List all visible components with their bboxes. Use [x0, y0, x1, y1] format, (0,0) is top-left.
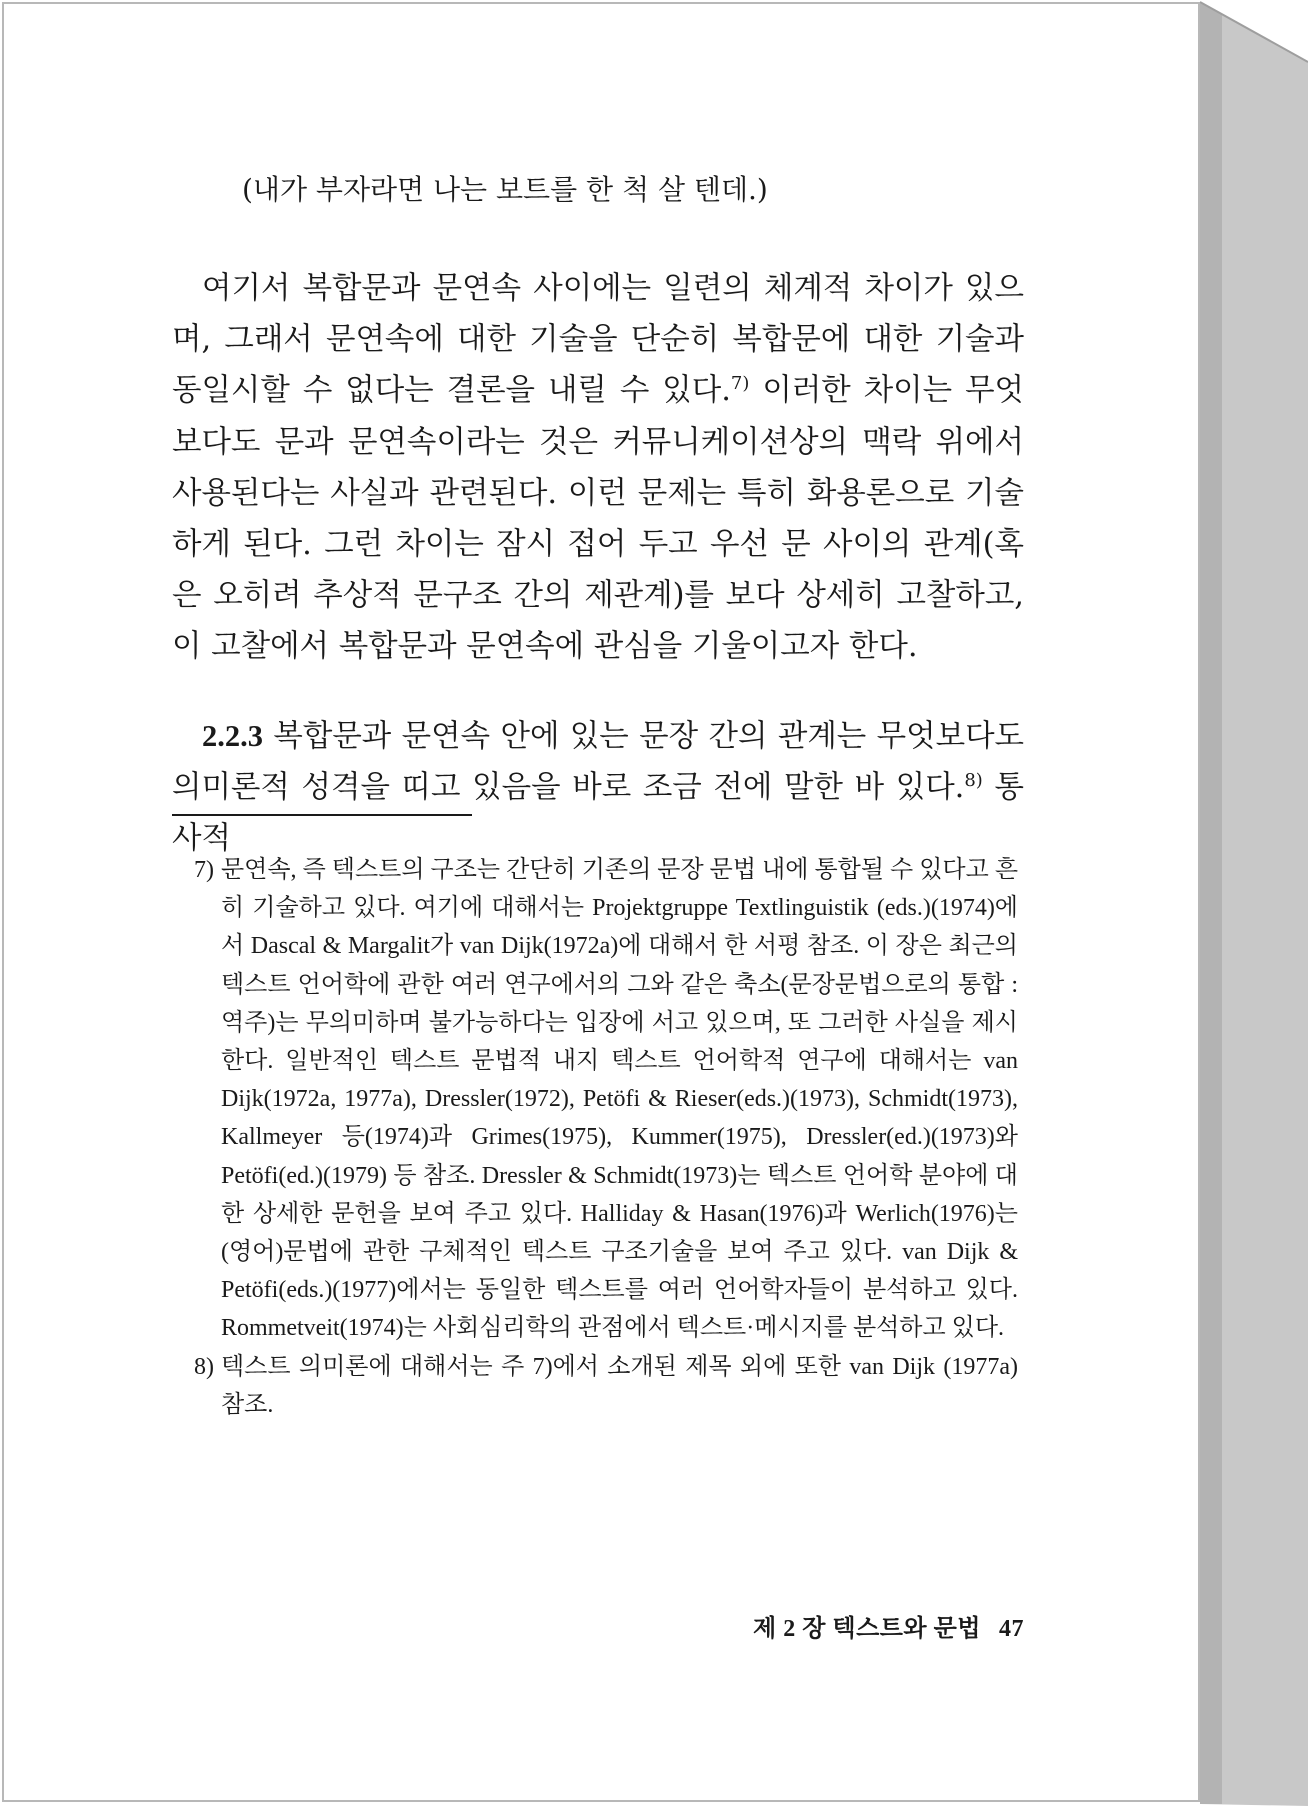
book-side-shadow [1200, 2, 1222, 1804]
footnote-ref-7[interactable]: 7) [730, 373, 750, 395]
page-content [4, 4, 1202, 1804]
paragraph-2-text-rest: 통사적 [172, 770, 1024, 857]
book-page [2, 2, 1200, 1802]
paragraph-1-text: 여기서 복합문과 문연속 사이에는 일련의 체계적 차이가 있으며, 그래서 문연속에 대한 기술을 단순히 복합문에 대한 기술과 동일시할 수 없다는 결론을 내릴 수 있다. [172, 271, 1024, 409]
footnote-divider [172, 814, 472, 816]
body-paragraph-2 [172, 711, 1024, 865]
page-footer [704, 1608, 1024, 1643]
footnote-7 [194, 851, 1018, 1348]
running-footer: 제 2 장 텍스트와 문법 [753, 1616, 981, 1642]
section-number: 2.2.3 [202, 719, 263, 753]
footnote-text: 문연속, 즉 텍스트의 구조는 간단히 기존의 문장 문법 내에 통합될 수 있다고 흔히 기술하고 있다. 여기에 대해서는 Projektgruppe Textlinguistik (eds.)(1974)에서 Dascal & Margalit가 van Dijk(1972a)에 대해서 한 서평 참조. 이 장은 최근의 텍스트 언어학에 관한 여러 연구에서의 그와 같은 축소(문장문법으로의 통합 : 역주)는 무의미하며 불가능하다는 입장에 서고 있으며, 또 그러한 사실을 제시한다. 일반적인 텍스트 문법적 내지 텍스트 언어학적 연구에 대해서는 van Dijk(1972a, 1977a), Dressler(1972), Petöfi & Rieser(eds.)(1973), Schmidt(1973), Kallmeyer 등(1974)과 Grimes(1975), Kummer(1975), Dressler(ed.)(1973)와 Petöfi(ed.)(1979) 등 참조. Dressler & Schmidt(1973)는 텍스트 언어학 분야에 대한 상세한 문헌을 보여 주고 있다. Halliday & Hasan(1976)과 Werlich(1976)는 (영어)문법에 관한 구체적인 텍스트 구조기술을 보여 주고 있다. van Dijk & Petöfi(eds.)(1977)에서는 동일한 텍스트를 여러 언어학자들이 분석하고 있다. Rommetveit(1974)는 사회심리학의 관점에서 텍스트·메시지를 분석하고 있다. [221, 857, 1018, 1342]
page-number: 47 [999, 1616, 1024, 1642]
footnote-number: 8) [194, 1353, 214, 1380]
paragraph-1-text-rest: 이러한 차이는 무엇보다도 문과 문연속이라는 것은 커뮤니케이션상의 맥락 위에서 사용된다는 사실과 관련된다. 이런 문제는 특히 화용론으로 기술하게 된다. 그런 차이는 잠시 접어 두고 우선 문 사이의 관계(혹은 오히려 추상적 문구조 간의 제관계)를 보다 상세히 고찰하고, 이 고찰에서 복합문과 문연속에 관심을 기울이고자 한다. [172, 373, 1024, 665]
body-paragraph-1 [172, 263, 1024, 673]
footnotes [194, 851, 1018, 1424]
footnote-8 [194, 1348, 1018, 1424]
paragraph-2-text: 복합문과 문연속 안에 있는 문장 간의 관계는 무엇보다도 의미론적 성격을 띠고 있음을 바로 조금 전에 말한 바 있다. [172, 719, 1024, 806]
example-sentence-translation: (내가 부자라면 나는 보트를 한 척 살 텐데.) [242, 173, 768, 206]
footnote-number: 7) [194, 857, 214, 883]
footnote-ref-8[interactable]: 8) [964, 770, 983, 792]
footnote-text: 텍스트 의미론에 대해서는 주 7)에서 소개된 제목 외에 또한 van Dijk (1977a) 참조. [221, 1353, 1018, 1418]
